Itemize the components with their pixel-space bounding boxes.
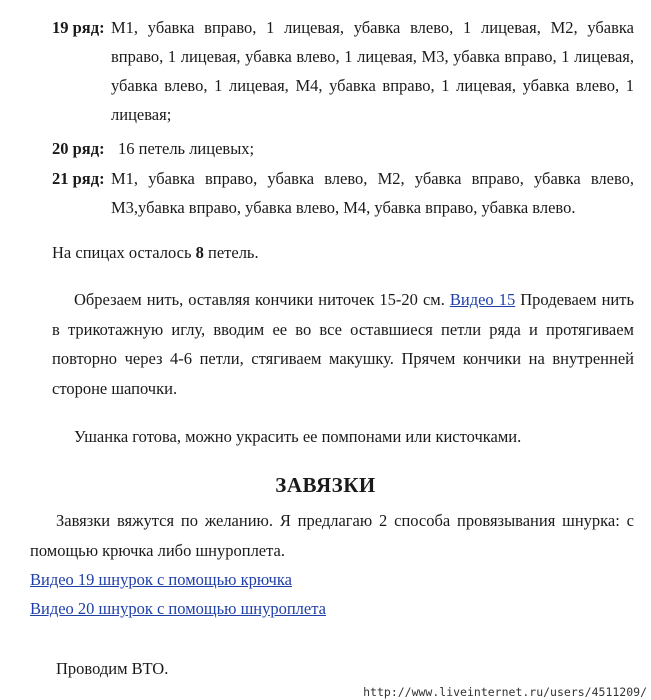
video-15-link[interactable]: Видео 15 [449,290,516,309]
video-20-link-line [30,594,634,624]
cut-thread-paragraph [52,285,634,403]
ties-intro: Завязки вяжутся по желанию. Я предлагаю 2 способа провязывания шнурка: с помощью крючка либо шнуроплета. [30,511,634,560]
cut-text-before: Обрезаем нить, оставляя кончики ниточек 15-20 см. [74,290,450,309]
row-19-text: М1, убавка вправо, 1 лицевая, убавка влево, 1 лицевая, М2, убавка вправо, 1 лицевая, убавка влево, 1 лицевая, М3, убавка вправо, 1 лицевая, убавка влево, 1 лицевая, М4, убавка вправо, 1 лицевая, убавка влево, 1 лицевая; [111,18,634,124]
cut-text-after: Продеваем нить в трикотажную иглу, вводим ее во все оставшиеся петли ряда и протягиваем повторно через 4-6 петли, стягиваем макушку. Прячем кончики на внутренней стороне шапочки. [52,290,634,398]
ties-heading: ЗАВЯЗКИ [275,473,376,497]
row-19-label: 19 ряд: [52,18,105,37]
remaining-count: 8 [195,243,204,262]
row-21 [52,164,634,224]
source-watermark: http://www.liveinternet.ru/users/4511209/ [363,685,647,699]
remaining-prefix: На спицах осталось [52,243,196,262]
video-20-link[interactable]: Видео 20 шнурок с помощью шнуроплета [30,599,326,618]
hat-ready-text: Ушанка готова, можно украсить ее помпонами или кисточками. [74,427,522,446]
row-21-text: М1, убавка вправо, убавка влево, М2, убавка вправо, убавка влево, М3,убавка вправо, убавка влево, М4, убавка вправо, убавка влево. [111,169,634,217]
video-19-link[interactable]: Видео 19 шнурок с помощью крючка [30,570,292,589]
row-20 [52,134,634,164]
final-instruction: Проводим ВТО. [56,659,169,678]
video-19-link-line [30,565,634,595]
row-20-label: 20 ряд: [52,139,105,158]
row-19 [52,13,634,131]
row-21-label: 21 ряд: [52,169,105,188]
remaining-suffix: петель. [203,243,259,262]
row-20-text: 16 петель лицевых; [118,139,255,158]
remaining-stitches [52,238,632,268]
